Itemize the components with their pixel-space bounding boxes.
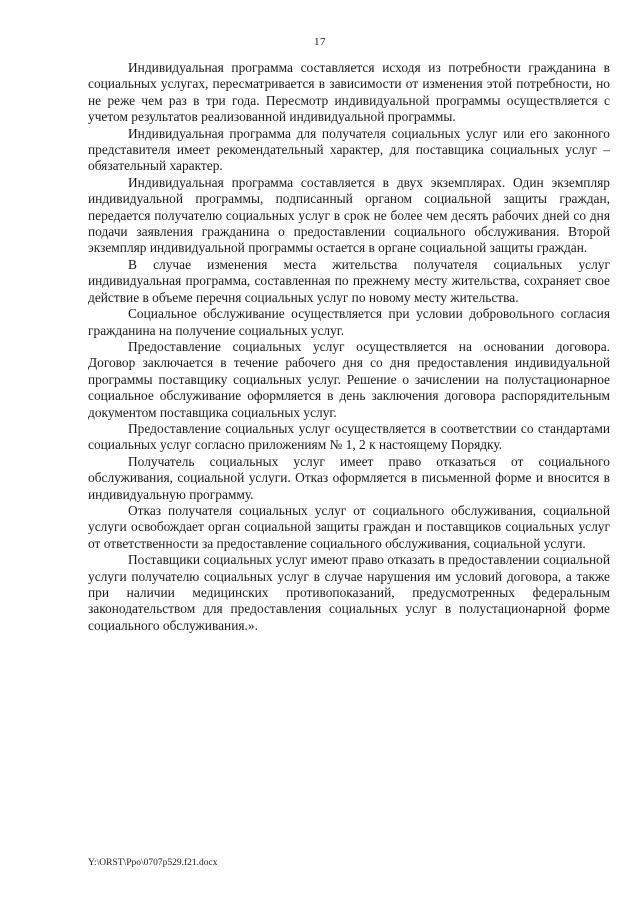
paragraph-provider-refusal: Поставщики социальных услуг имеют право отказать в предоставлении социальной услуги получателю социальных услуг в случае нарушения им условий договора, а также при наличии медицинских противопоказаний, предусмотренных федеральным законодательством для предоставления социальных услуг в полустационарной форме социального обслуживания.». — [88, 552, 610, 633]
document-body — [88, 60, 610, 634]
paragraph-residence-change: В случае изменения места жительства получателя социальных услуг индивидуальная программа, составленная по прежнему месту жительства, сохраняет свое действие в объеме перечня социальных услуг по новому месту жительства. — [88, 256, 610, 305]
paragraph-voluntary-consent: Социальное обслуживание осуществляется при условии добровольного согласия гражданина на получение социальных услуг. — [88, 306, 610, 338]
paragraph-service-standards: Предоставление социальных услуг осуществляется в соответствии со стандартами социальных услуг согласно приложениям № 1, 2 к настоящему Порядку. — [88, 420, 610, 453]
footer-file-path: Y:\ORST\Ppo\0707p529.f21.docx — [88, 858, 218, 868]
paragraph-program-nature: Индивидуальная программа для получателя социальных услуг или его законного представителя имеет рекомендательный характер, для поставщика социальных услуг – обязательный характер. — [88, 125, 610, 174]
paragraph-refusal-liability: Отказ получателя социальных услуг от социального обслуживания, социальной услуги освобождает орган социальной защиты граждан и поставщиков социальных услуг от ответственности за предоставление социального обслуживания, социальной услуги. — [88, 502, 610, 551]
paragraph-right-to-refuse: Получатель социальных услуг имеет право отказаться от социального обслуживания, социальной услуги. Отказ оформляется в письменной форме и вносится в индивидуальную программу. — [88, 453, 610, 502]
paragraph-program-copies: Индивидуальная программа составляется в двух экземплярах. Один экземпляр индивидуальной программы, подписанный органом социальной защиты граждан, передается получателю социальных услуг в срок не более чем десять рабочих дней со дня подачи заявления гражданина о предоставлении социального обслуживания. Второй экземпляр индивидуальной программы остается в органе социальной защиты граждан. — [88, 174, 610, 256]
paragraph-contract-basis: Предоставление социальных услуг осуществляется на основании договора. Договор заключается в течение рабочего дня со дня предоставления индивидуальной программы поставщику социальных услуг. Решение о зачислении на полустационарное социальное обслуживание оформляется в день заключения договора распорядительным документом поставщика социальных услуг. — [88, 338, 610, 420]
paragraph-individual-program-revision: Индивидуальная программа составляется исходя из потребности гражданина в социальных услугах, пересматривается в зависимости от изменения этой потребности, но не реже чем раз в три года. Пересмотр индивидуальной программы осуществляется с учетом результатов реализованной индивидуальной программы. — [88, 60, 610, 125]
page-number: 17 — [314, 36, 326, 48]
